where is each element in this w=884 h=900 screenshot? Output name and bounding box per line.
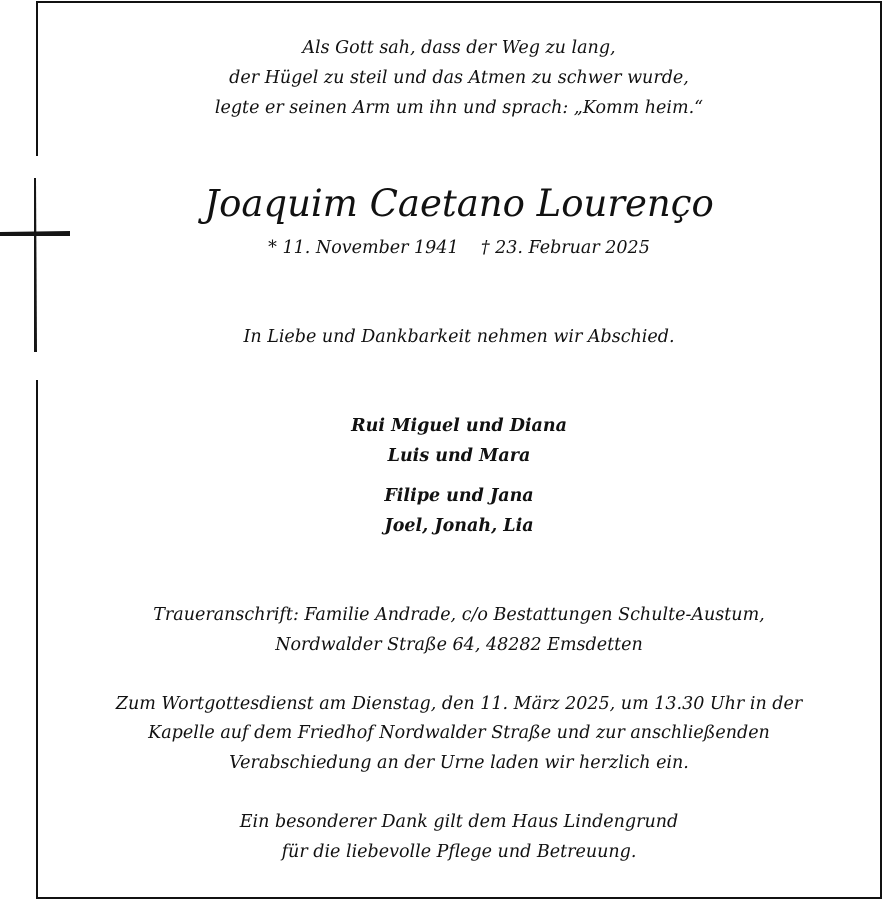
frame-bottom-border — [36, 897, 882, 899]
farewell-text: In Liebe und Dankbarkeit nehmen wir Abschied. — [243, 327, 675, 347]
frame-right-border — [880, 1, 882, 899]
frame-top-border — [36, 1, 882, 3]
service-line-3: Verabschiedung an der Urne laden wir herzlich ein. — [229, 753, 689, 773]
poem-line-2: der Hügel zu steil und das Atmen zu schwer wurde, — [229, 68, 689, 88]
deceased-name: Joaquim Caetano Lourenço — [204, 182, 714, 225]
service-line-1: Zum Wortgottesdienst am Dienstag, den 11. März 2025, um 13.30 Uhr in der — [115, 694, 803, 714]
life-dates: * 11. November 1941 † 23. Februar 2025 — [268, 238, 650, 258]
family-line-1: Rui Miguel und Diana — [351, 416, 567, 436]
poem-line-3: legte er seinen Arm um ihn und sprach: „Komm heim.“ — [214, 98, 704, 118]
poem-line-1: Als Gott sah, dass der Weg zu lang, — [302, 38, 616, 58]
family-line-2: Luis und Mara — [387, 446, 531, 466]
thanks-line-1: Ein besonderer Dank gilt dem Haus Lindengrund — [239, 812, 679, 832]
address-line-1: Traueranschrift: Familie Andrade, c/o Bestattungen Schulte-Austum, — [153, 605, 765, 625]
address-line-2: Nordwalder Straße 64, 48282 Emsdetten — [275, 635, 643, 655]
service-line-2: Kapelle auf dem Friedhof Nordwalder Straße und zur anschließenden — [148, 723, 770, 743]
family-line-3: Filipe und Jana — [384, 486, 534, 506]
thanks-line-2: für die liebevolle Pflege und Betreuung. — [281, 842, 637, 862]
family-line-4: Joel, Jonah, Lia — [384, 516, 534, 536]
